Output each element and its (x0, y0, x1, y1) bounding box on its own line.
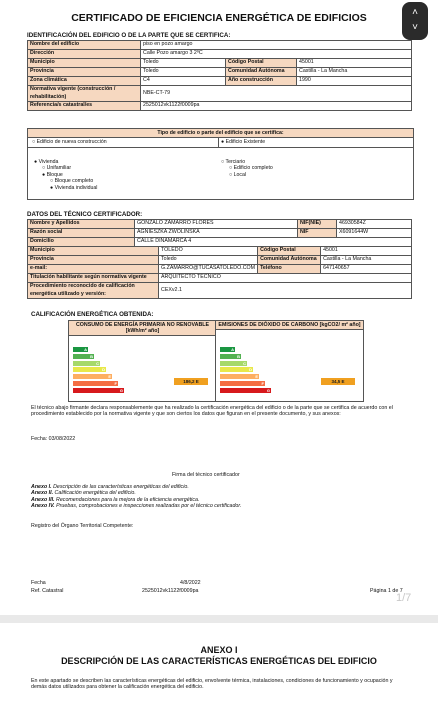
table-row (28, 59, 412, 68)
option-unifamiliar[interactable]: ○ Unifamiliar (42, 165, 72, 172)
annex-intro-text: En este apartado se describen las características energéticas del edificio, envolvente térmica, instalaciones, condiciones de funcionamiento y ocupación y demás datos utilizados para obtener la calificación energética del edificio. (31, 678, 393, 691)
cell-value: ARQUITECTO TECNICO (159, 274, 412, 283)
annex-list (31, 484, 411, 510)
option-edificio-completo[interactable]: ○ Edificio completo (229, 165, 273, 172)
cell-label: Domicilio (28, 238, 135, 247)
table-row (28, 102, 412, 111)
option-vivienda-individual[interactable]: ● Vivienda individual (50, 184, 98, 191)
cell-label: e-mail: (28, 265, 159, 274)
cell-value: piso en pozo amargo (141, 41, 412, 50)
cell-value: 647140657 (321, 265, 412, 274)
declaration-text: El técnico abajo firmante declara responsablemente que ha realizado la certificación energética del edificio o de la parte que se certifica de acuerdo con el procedimiento establecido por la normativa vigente y que son ciertos los datos que figuran en el presente documento, y sus anexos: (31, 405, 393, 418)
cell-value: 1990 (297, 77, 412, 86)
annex-item: Anexo IV. Pruebas, comprobaciones e inspecciones realizadas por el técnico certificador. (31, 503, 242, 510)
option-existing-building[interactable]: ● Edificio Existente (221, 139, 266, 145)
table-row (28, 50, 412, 59)
rating-bar-f: F (220, 381, 265, 386)
cell-label: Año construcción (226, 77, 297, 86)
cell-value: G.ZAMARRO@TUCASATOLEDO.COM (159, 265, 258, 274)
building-type-box (27, 128, 414, 200)
cell-value: CEXv2.1 (159, 283, 412, 299)
cell-label: NIF (298, 229, 337, 238)
cell-value: 45001 (297, 59, 412, 68)
co2-emissions-rating (215, 320, 364, 402)
rating-bar-d: D (220, 367, 253, 372)
cell-value: Toledo (159, 256, 258, 265)
rating-bar-c: C (73, 361, 100, 366)
table-row (28, 68, 412, 77)
rating-scale (220, 347, 320, 397)
energy-rating-indicator: 186,2 E (174, 378, 208, 385)
cell-label: Teléfono (258, 265, 321, 274)
building-type-left-list (34, 159, 97, 191)
footer-refcat: 2525012vk1122f0009pa (142, 588, 199, 594)
signature-label: Firma del técnico certificador (172, 472, 240, 478)
cell-value: TOLEDO (159, 247, 258, 256)
cell-value: AGNIESZKA ZWOLINSKA (135, 229, 298, 238)
cell-label: Provincia (28, 68, 141, 77)
cell-label: Titulación habilitante según normativa vigente (28, 274, 159, 283)
footer-date: 4/8/2022 (180, 580, 201, 586)
annex-item: Anexo II. Calificación energética del edificio. (31, 490, 136, 497)
cell-label: Nombre del edificio (28, 41, 141, 50)
cell-label: Comunidad Autónoma (226, 68, 297, 77)
cell-value: 2525012vk1122f0009pa (141, 102, 412, 111)
option-local[interactable]: ○ Local (229, 171, 246, 178)
cell-label: Dirección (28, 50, 141, 59)
cell-label: Nombre y Apellidos (28, 220, 135, 229)
cell-value: Calle Pozo amargo 3 2ºC (141, 50, 412, 59)
table-row (28, 77, 412, 86)
rating-bar-a: A (73, 347, 88, 352)
building-type-heading: Tipo de edificio o parte del edificio que se certifica: (28, 129, 413, 138)
cell-value: GONZALO ZAMARRO FLORES (135, 220, 298, 229)
cell-value: C4 (141, 77, 226, 86)
certificate-date: Fecha: 03/08/2022 (31, 436, 76, 442)
cell-label: Código Postal (258, 247, 321, 256)
cell-label: Código Postal (226, 59, 297, 68)
rating-bar-f: F (73, 381, 118, 386)
chevron-up-icon[interactable]: ˄ (412, 7, 418, 18)
footer-date-label: Fecha (31, 580, 46, 586)
cell-value: Castilla - La Mancha (297, 68, 412, 77)
cell-value: 46930584Z (337, 220, 412, 229)
annex-title: ANEXO I (200, 645, 238, 655)
cell-label: Municipio (28, 59, 141, 68)
option-terciario[interactable]: ○ Terciario (221, 159, 246, 165)
cell-value: 45001 (321, 247, 412, 256)
building-age-row (28, 138, 413, 148)
cell-label: Comunidad Autónoma (258, 256, 321, 265)
section-identification-heading: IDENTIFICACIÓN DEL EDIFICIO O DE LA PARTE QUE SE CERTIFICA: (27, 32, 231, 39)
cell-label: Normativa vigente (construcción / rehabilitación) (28, 86, 141, 102)
table-row (28, 265, 412, 274)
building-type-right-list (221, 159, 273, 178)
rating-scale (73, 347, 173, 397)
option-bloque-completo[interactable]: ○ Bloque completo (50, 178, 94, 185)
cell-value: NBE-CT-79 (141, 86, 412, 102)
cell-value: X6091644W (337, 229, 412, 238)
technician-table-2 (27, 246, 412, 299)
rating-bar-d: D (73, 367, 106, 372)
chevron-down-icon[interactable]: ˅ (412, 22, 418, 33)
energy-consumption-title: CONSUMO DE ENERGÍA PRIMARIA NO RENOVABLE [kWh/m² año] (69, 321, 216, 336)
page-counter-overlay: 1/7 (396, 592, 412, 604)
annex-subtitle: DESCRIPCIÓN DE LAS CARACTERÍSTICAS ENERGÉTICAS DEL EDIFICIO (61, 656, 377, 666)
section-technician-heading: DATOS DEL TÉCNICO CERTIFICADOR: (27, 211, 143, 218)
table-row (28, 229, 412, 238)
table-row (28, 247, 412, 256)
table-row (28, 41, 412, 50)
option-vivienda[interactable]: ● Vivienda (34, 159, 59, 165)
rating-bar-g: G (73, 388, 124, 393)
rating-bar-c: C (220, 361, 247, 366)
cell-label: Zona climática (28, 77, 141, 86)
table-row (28, 220, 412, 229)
footer-refcat-label: Ref. Catastral (31, 588, 64, 594)
cell-label: Referencia/s catastral/es (28, 102, 141, 111)
cell-label: Municipio (28, 247, 159, 256)
cell-label: Razón social (28, 229, 135, 238)
footer-page-number: Página 1 de 7 (370, 588, 403, 594)
cell-label: Provincia (28, 256, 159, 265)
annex-item: Anexo I. Descripción de las características energéticas del edificio. (31, 484, 189, 490)
identification-table (27, 40, 412, 111)
rating-bar-a: A (220, 347, 235, 352)
rating-bar-b: B (73, 354, 94, 359)
rating-bar-g: G (220, 388, 271, 393)
page-navigation-control[interactable] (402, 2, 428, 40)
document-title: CERTIFICADO DE EFICIENCIA ENERGÉTICA DE EDIFICIOS (71, 12, 367, 24)
energy-consumption-rating (68, 320, 217, 402)
registry-label: Registro del Órgano Territorial Competente: (31, 523, 134, 529)
technician-table (27, 219, 412, 247)
rating-bar-b: B (220, 354, 241, 359)
table-row (28, 86, 412, 102)
option-bloque[interactable]: ● Bloque (42, 171, 63, 178)
cell-label: Procedimiento reconocido de calificación energética utilizado y versión: (28, 283, 159, 299)
option-new-building[interactable]: ○ Edificio de nueva construcción (32, 139, 107, 145)
certificate-page-2 (0, 615, 438, 708)
rating-bar-e: E (220, 374, 259, 379)
table-row (28, 283, 412, 299)
co2-rating-indicator: 34,5 E (321, 378, 355, 385)
cell-value: Castilla - La Mancha (321, 256, 412, 265)
cell-value: CALLE DINAMARCA 4 (135, 238, 412, 247)
co2-emissions-title: EMISIONES DE DIÓXIDO DE CARBONO [kgCO2/ m² año] (216, 321, 363, 330)
annex-item: Anexo III. Recomendaciones para la mejora de la eficiencia energética. (31, 496, 200, 503)
section-rating-heading: CALIFICACIÓN ENERGÉTICA OBTENIDA: (31, 311, 154, 318)
table-row (28, 274, 412, 283)
cell-value: Toledo (141, 59, 226, 68)
table-row (28, 256, 412, 265)
cell-label: NIF(NIE) (298, 220, 337, 229)
cell-value: Toledo (141, 68, 226, 77)
rating-bar-e: E (73, 374, 112, 379)
